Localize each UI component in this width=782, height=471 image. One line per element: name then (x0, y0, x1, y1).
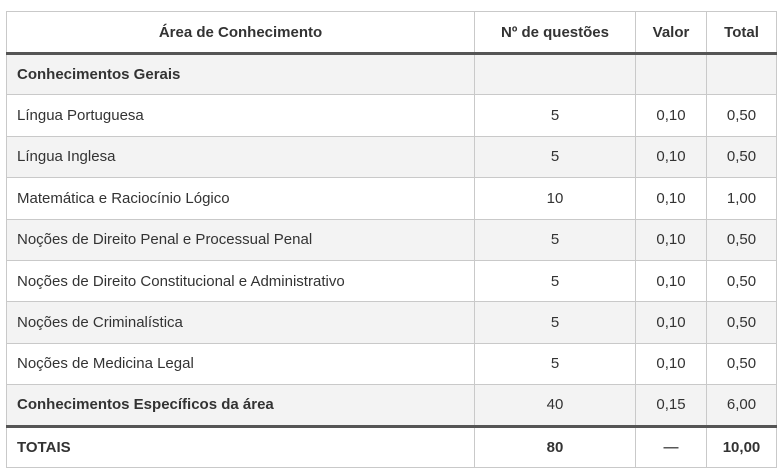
row-area: Noções de Direito Penal e Processual Penal (7, 219, 475, 260)
row-questions: 5 (475, 302, 636, 343)
row-questions: 5 (475, 136, 636, 177)
table-row (7, 343, 777, 384)
table-row (7, 178, 777, 219)
row-value: 0,10 (636, 136, 707, 177)
row-total: 1,00 (707, 178, 777, 219)
table-row (7, 136, 777, 177)
table-row (7, 302, 777, 343)
row-questions: 10 (475, 178, 636, 219)
exam-distribution-table (6, 11, 777, 468)
row-value: 0,10 (636, 302, 707, 343)
table-body (7, 54, 777, 468)
totals-questions: 80 (475, 426, 636, 467)
row-total: 0,50 (707, 302, 777, 343)
row-total: 0,50 (707, 136, 777, 177)
row-area: Noções de Direito Constitucional e Administrativo (7, 260, 475, 301)
totals-total: 10,00 (707, 426, 777, 467)
totals-row (7, 426, 777, 467)
row-questions: 5 (475, 343, 636, 384)
row-area: Língua Portuguesa (7, 95, 475, 136)
row-area: Noções de Criminalística (7, 302, 475, 343)
row-value (636, 54, 707, 95)
table-row (7, 260, 777, 301)
row-value: 0,10 (636, 95, 707, 136)
totals-label: TOTAIS (7, 426, 475, 467)
header-value: Valor (636, 12, 707, 54)
row-value: 0,10 (636, 343, 707, 384)
header-area: Área de Conhecimento (7, 12, 475, 54)
exam-distribution-table-container (6, 11, 776, 468)
row-value: 0,15 (636, 385, 707, 426)
header-row (7, 12, 777, 54)
header-questions: Nº de questões (475, 12, 636, 54)
row-questions: 5 (475, 219, 636, 260)
row-value: 0,10 (636, 178, 707, 219)
table-header (7, 12, 777, 54)
row-value: 0,10 (636, 260, 707, 301)
row-area: Matemática e Raciocínio Lógico (7, 178, 475, 219)
row-value: 0,10 (636, 219, 707, 260)
table-row-section-specific (7, 385, 777, 426)
row-questions (475, 54, 636, 95)
row-questions: 5 (475, 260, 636, 301)
row-questions: 5 (475, 95, 636, 136)
row-area: Conhecimentos Gerais (7, 54, 475, 95)
row-total: 0,50 (707, 260, 777, 301)
row-total: 0,50 (707, 219, 777, 260)
header-total: Total (707, 12, 777, 54)
table-row-section-general (7, 54, 777, 95)
row-area: Conhecimentos Específicos da área (7, 385, 475, 426)
row-questions: 40 (475, 385, 636, 426)
row-total: 0,50 (707, 95, 777, 136)
row-area: Língua Inglesa (7, 136, 475, 177)
table-row (7, 95, 777, 136)
row-area: Noções de Medicina Legal (7, 343, 475, 384)
row-total: 0,50 (707, 343, 777, 384)
totals-value: — (636, 426, 707, 467)
table-row (7, 219, 777, 260)
row-total: 6,00 (707, 385, 777, 426)
row-total (707, 54, 777, 95)
